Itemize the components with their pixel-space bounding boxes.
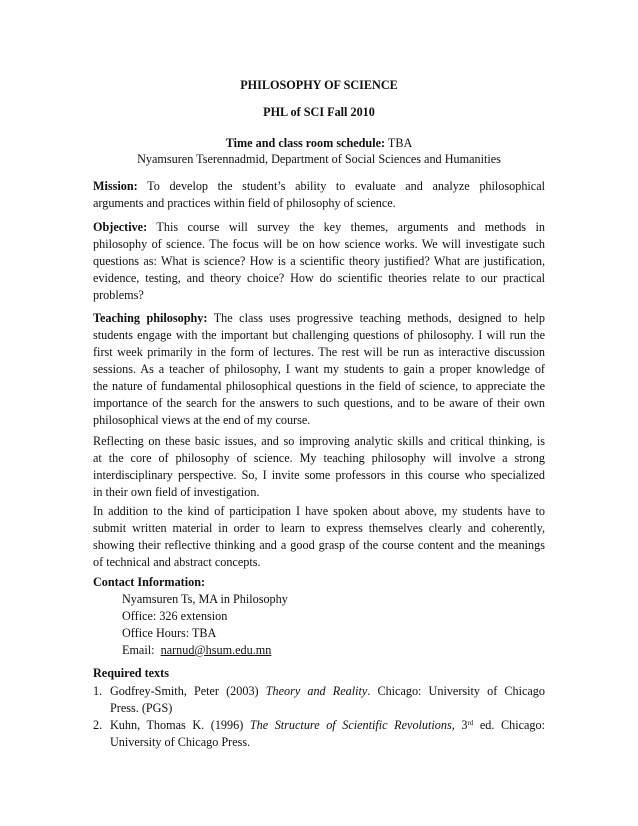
citation-title: The Structure of Scientific Revolutions <box>249 718 452 732</box>
contact-office: Office: 326 extension <box>122 609 228 623</box>
mission-label: Mission: <box>93 179 138 193</box>
objective-line: This course will survey the key themes, arguments and methods in <box>156 220 545 234</box>
citation-edition-suffix: rd <box>467 719 474 727</box>
mission-line: To develop the student’s ability to evaluate and analyze philosophical <box>147 179 546 193</box>
email-link[interactable]: narnud@hsum.edu.mn <box>160 643 272 657</box>
objective-line: questions as: What is science? How is a scientific theory justified? What are justification, <box>93 254 545 268</box>
participation-line: submit written material in order to learn to express themselves clearly and coherently, <box>93 521 545 535</box>
teaching-line: sessions. As a teacher of philosophy, I want my students to gain a proper knowledge of <box>93 362 545 376</box>
contact-heading: Contact Information: <box>93 575 206 589</box>
citation-publisher: . Chicago: University of Chicago <box>367 684 545 698</box>
mission-line: arguments and practices within field of philosophy of science. <box>93 196 396 210</box>
participation-line: showing their reflective thinking and a good grasp of the course content and the meanings <box>93 538 545 552</box>
objective-label: Objective: <box>93 220 148 234</box>
contact-name: Nyamsuren Ts, MA in Philosophy <box>122 592 288 606</box>
objective-line: problems? <box>93 288 144 302</box>
list-item <box>93 683 545 717</box>
reflecting-line: interdisciplinary perspective. So, I invite some professors in this course who specialized <box>93 468 545 482</box>
schedule-line <box>0 135 638 152</box>
teaching-label: Teaching philosophy: <box>93 311 208 325</box>
reflecting-line: at the core of philosophy of science. My teaching philosophy will involve a strong <box>93 451 545 465</box>
contact-section <box>93 574 545 659</box>
contact-email-line <box>93 642 545 659</box>
document-title: PHILOSOPHY OF SCIENCE <box>240 78 398 92</box>
teaching-line: first week primarily in the form of lectures. The rest will be run as interactive discussion <box>93 345 545 359</box>
citation-continuation: Press. (PGS) <box>110 701 173 715</box>
participation-paragraph <box>93 503 545 571</box>
objective-line: philosophy of science. The focus will be on how science works. We will investigate such <box>93 237 545 251</box>
email-label: Email: <box>122 643 155 657</box>
citation-continuation: University of Chicago Press. <box>110 735 251 749</box>
teaching-paragraph <box>93 310 545 429</box>
objective-paragraph <box>93 219 545 304</box>
citation-title: Theory and Reality <box>265 684 368 698</box>
reflecting-line: Reflecting on these basic issues, and so improving analytic skills and critical thinking, is <box>93 434 545 448</box>
citation-edition: , 3 <box>451 718 468 732</box>
teaching-line: philosophical views at the end of my course. <box>93 413 311 427</box>
citation-author: Kuhn, Thomas K. (1996) <box>110 718 250 732</box>
teaching-line: importance of the search for the answers to such questions, and to be aware of their own <box>93 396 545 410</box>
teaching-line: the nature of fundamental philosophical questions in the field of science, to appreciate the <box>93 379 545 393</box>
mission-paragraph <box>93 178 545 212</box>
list-item <box>93 717 545 751</box>
reflecting-line: in their own field of investigation. <box>93 485 260 499</box>
teaching-line: The class uses progressive teaching methods, designed to help <box>213 311 545 325</box>
objective-line: evidence, testing, and theory choice? How do scientific theories relate to our practical <box>93 271 545 285</box>
schedule-label: Time and class room schedule: <box>225 136 386 150</box>
list-number: 2. <box>93 718 103 732</box>
schedule-value: TBA <box>387 136 413 150</box>
contact-hours: Office Hours: TBA <box>122 626 217 640</box>
required-heading: Required texts <box>93 666 169 680</box>
citation-publisher: ed. Chicago: <box>473 718 546 732</box>
list-number: 1. <box>93 684 103 698</box>
participation-line: of technical and abstract concepts. <box>93 555 261 569</box>
participation-line: In addition to the kind of participation I have spoken about above, my students have to <box>93 504 545 518</box>
course-code: PHL of SCI Fall 2010 <box>263 105 375 119</box>
citation-author: Godfrey-Smith, Peter (2003) <box>110 684 266 698</box>
teaching-line: students engage with the important but challenging questions of philosophy. I will run the <box>93 328 545 342</box>
reflecting-paragraph <box>93 433 545 501</box>
instructor-line: Nyamsuren Tserennadmid, Department of Social Sciences and Humanities <box>137 152 501 166</box>
